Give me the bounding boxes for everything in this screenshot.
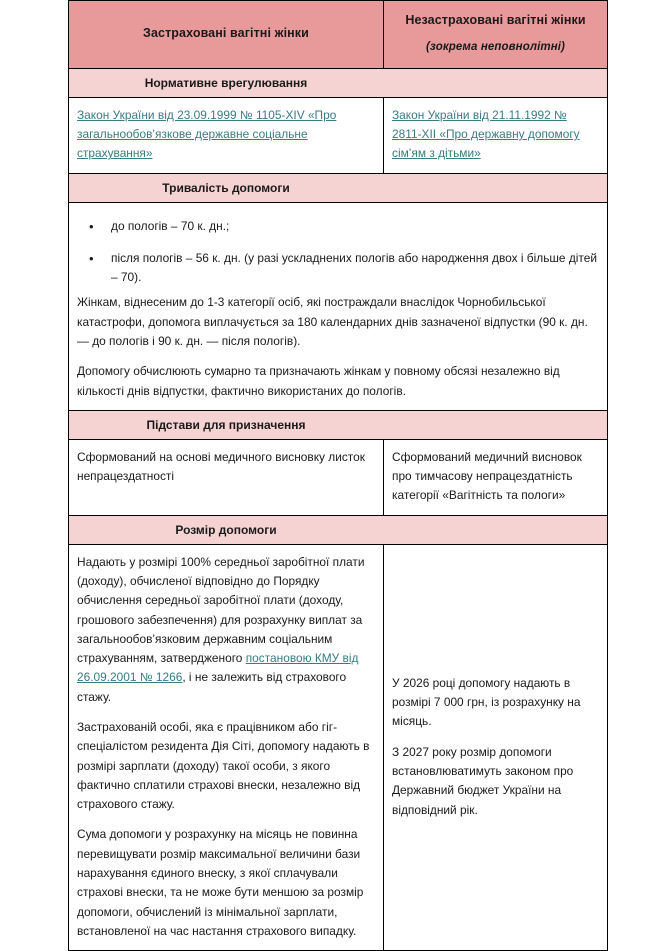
law-insured-paragraph — [77, 106, 375, 164]
amount-uninsured-paragraph-2: З 2027 року розмір допомоги встановлюватимуть законом про Державний бюджет України на відповідний рік. — [392, 744, 574, 817]
header-cell-uninsured — [384, 1, 608, 69]
cell-grounds-insured — [69, 439, 384, 515]
duration-paragraph-chornobyl: Жінкам, віднесеним до 1-3 категорії осіб, які постраждали внаслідок Чорнобильської катастрофи, допомога виплачується за 180 календарних днів зазначеної відпустки (90 к. дн. — до пологів і 90 к. дн. — після пологів). — [77, 295, 588, 349]
amount-insured-p1-before: Надають у розмірі 100% середньої заробітної плати (доходу), обчисленої відповідно до Порядку обчислення середньої заробітної плати (доходу, грошового забезпечення) для розрахунку виплат за загальнообов’язковим державним соціальним страхуванням, затвердженого — [77, 554, 365, 666]
section-title-regulation-label: Нормативне врегулювання — [144, 75, 308, 90]
section-header-row-regulation — [69, 68, 608, 97]
list-item: • після пологів – 56 к. дн. (у разі ускладнених пологів або народження двох і більше дітей – 70). — [111, 249, 599, 288]
header-uninsured-sublabel: (зокрема неповнолітні) — [426, 41, 565, 54]
section-title-grounds — [69, 410, 608, 439]
amount-insured-paragraph-2: Застрахованій особі, яка є працівником або гіг-спеціалістом резидента Дія Сіті, допомогу надають в розмірі зарплати (доходу) такої особи, з якого фактично сплатили страхові внески, незалежно від страхового стажу. — [77, 719, 370, 812]
law-link-2811-xii[interactable]: Закон України від 21.11.1992 № 2811-XII «Про державну допомогу сім’ям з дітьми» — [392, 107, 580, 161]
law-link-1105-xiv[interactable]: Закон України від 23.09.1999 № 1105-XIV «Про загальнообов’язкове державне соціальне страхування» — [77, 107, 337, 161]
amount-insured-paragraph-1 — [77, 553, 375, 707]
section-title-grounds-label: Підстави для призначення — [146, 417, 306, 432]
section-header-row-duration — [69, 173, 608, 202]
cell-duration-content — [69, 202, 608, 410]
duration-paragraph-summary: Допомогу обчислюють сумарно та призначають жінкам у повному обсязі незалежно від кількості днів відпустки, фактично використаних до пологів. — [77, 364, 560, 398]
cell-amount-insured — [69, 544, 384, 950]
amount-insured-paragraph-3: Сума допомоги у розрахунку на місяць не повинна перевищувати розмір максимальної величини бази нарахування єдиного внеску, з якої сплачували страхові внески, та не може бути меншою за розмір допомоги, обчислений із мінімальної зарплати, встановленої на час настання страхового випадку. — [77, 827, 364, 938]
table-row-duration — [69, 202, 608, 410]
section-title-duration-label: Тривалість допомоги — [162, 180, 290, 195]
comparison-table — [68, 0, 608, 951]
header-cell-insured — [69, 1, 384, 69]
header-insured-label: Застраховані вагітні жінки — [143, 26, 309, 41]
amount-insured-p1-after: , і не залежить від страхового стажу. — [77, 670, 347, 704]
cell-law-uninsured — [384, 97, 608, 173]
section-title-amount-label: Розмір допомоги — [175, 522, 277, 537]
table-header-row — [69, 1, 608, 69]
amount-uninsured-paragraph-1: У 2026 році допомогу надають в розмірі 7 000 грн, із розрахунку на місяць. — [392, 675, 581, 729]
section-header-row-amount — [69, 515, 608, 544]
table-row-amount — [69, 544, 608, 950]
table-row-laws — [69, 97, 608, 173]
grounds-insured-text: Сформований на основі медичного висновку листок непрацездатності — [77, 449, 365, 484]
table-row-grounds — [69, 439, 608, 515]
section-title-amount — [69, 515, 608, 544]
comparison-table-wrapper — [68, 0, 607, 951]
cell-law-insured — [69, 97, 384, 173]
cell-grounds-uninsured — [384, 439, 608, 515]
header-uninsured-label: Незастраховані вагітні жінки — [405, 13, 586, 27]
grounds-uninsured-text: Сформований медичний висновок про тимчасову непрацездатність категорії «Вагітність та пологи» — [392, 449, 582, 503]
law-uninsured-paragraph — [392, 106, 599, 164]
section-header-row-grounds — [69, 410, 608, 439]
duration-bullet-list — [77, 217, 599, 288]
list-item: • до пологів – 70 к. дн.; — [111, 217, 599, 236]
section-title-duration — [69, 173, 608, 202]
resolution-link-kmu-1266[interactable]: постановою КМУ від 26.09.2001 № 1266 — [77, 651, 359, 685]
section-title-regulation — [69, 68, 608, 97]
cell-amount-uninsured — [384, 544, 608, 950]
